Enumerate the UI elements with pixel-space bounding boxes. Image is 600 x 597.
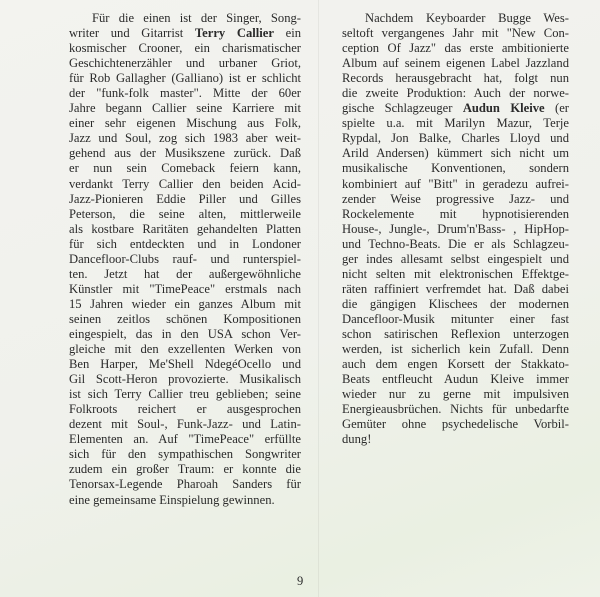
text-line: auch dem engen Korsett der Stakkato- bbox=[342, 357, 569, 372]
text-line: für sich entdeckten und in Londoner bbox=[69, 236, 301, 251]
text-line: gehend aus der Musikszene zurück. Daß bbox=[69, 146, 301, 161]
text-line: musikalische Konventionen, sondern bbox=[342, 161, 569, 176]
text-line: Für die einen ist der Singer, Song- bbox=[92, 11, 301, 25]
text-line bbox=[342, 101, 569, 116]
bold-name: Terry Callier bbox=[194, 26, 274, 41]
text-line: Records herausgebracht hat, folgt nun bbox=[342, 71, 569, 86]
text-line: und Techno-Beats. Die er als Schlagzeu- bbox=[342, 236, 569, 251]
text-line: sich für den sympathischen Songwriter bbox=[69, 447, 301, 462]
text-line: Gil Scott-Heron provozierte. Musikalisch bbox=[69, 372, 301, 387]
text-line: ist sich Terry Callier treu geblieben; seine bbox=[69, 387, 301, 402]
text-line: kosmischer Crooner, ein charismatischer bbox=[69, 41, 301, 56]
text-line: Geschichtenerzähler und urbaner Griot, bbox=[69, 56, 301, 71]
text-line: räten raffiniert verfremdet hat. Daß dabei bbox=[342, 281, 569, 296]
text-line: House-, Jungle-, Drum'n'Bass- , HipHop- bbox=[342, 221, 569, 236]
text-segment: ein bbox=[273, 26, 301, 41]
text-line: Rockelemente mit hypnotisierenden bbox=[342, 206, 569, 221]
text-line: Jazz und Soul, zog sich 1983 aber weit- bbox=[69, 131, 301, 146]
text-line: Rypdal, Jon Balke, Charles Lloyd und bbox=[342, 131, 569, 146]
left-column-text bbox=[69, 11, 301, 508]
right-column-text bbox=[342, 11, 569, 447]
text-line: Beats entfleucht Audun Kleive immer bbox=[342, 372, 569, 387]
text-line: 15 Jahren wieder ein ganzes Album mit bbox=[69, 296, 301, 311]
text-line: Dancefloor-Musik mitunter einer fast bbox=[342, 311, 569, 326]
text-segment: (er bbox=[544, 101, 569, 116]
text-line bbox=[69, 26, 301, 41]
text-line: eingespielt, das in den USA schon Ver- bbox=[69, 326, 301, 341]
page-number: 9 bbox=[297, 574, 304, 588]
text-segment: gische Schlagzeuger bbox=[342, 101, 463, 116]
text-line: ten. Jetzt hat der außergewöhnliche bbox=[69, 266, 301, 281]
text-line: ger indes allesamt selbst eingespielt und bbox=[342, 251, 569, 266]
text-line: eine gemeinsame Einspielung gewinnen. bbox=[69, 492, 275, 507]
bold-name: Audun Kleive bbox=[462, 101, 545, 116]
text-line: spielte u.a. mit Marilyn Mazur, Terje bbox=[342, 116, 569, 131]
text-line: dung! bbox=[342, 432, 372, 447]
text-line: Jahre begann Callier seine Karriere mit bbox=[69, 101, 301, 116]
text-line: Elementen an. Auf "TimePeace" erfüllte bbox=[69, 432, 301, 447]
text-line: der "funk-folk master". Mitte der 60er bbox=[69, 86, 301, 101]
text-line: Jazz-Pionieren Eddie Piller und Gilles bbox=[69, 191, 301, 206]
text-line: Folkroots reichert er ausgesprochen bbox=[69, 402, 301, 417]
text-line: die gängigen Klischees der modernen bbox=[342, 296, 569, 311]
text-line: nicht selten mit elektronischen Effektge- bbox=[342, 266, 569, 281]
text-line: gleiche mit den exzellenten Werken von bbox=[69, 342, 301, 357]
text-line: Dancefloor-Clubs rauf- und runterspiel- bbox=[69, 251, 301, 266]
text-line: werden, ist sicherlich kein Zufall. Denn bbox=[342, 342, 569, 357]
text-line: zudem ein großer Traum: er konnte die bbox=[69, 462, 301, 477]
text-line: er nun sein Comeback feiern kann, bbox=[69, 161, 301, 176]
text-line: Energieausbrüchen. Nichts für unbedarfte bbox=[342, 402, 569, 417]
text-line: ception Of Jazz" das erste ambitionierte bbox=[342, 41, 569, 56]
page-fold bbox=[318, 0, 319, 597]
text-line: als kostbare Raritäten gehandelten Platten bbox=[69, 221, 301, 236]
text-line: Arild Andersen) kümmert sich nicht um bbox=[342, 146, 569, 161]
text-line: Nachdem Keyboarder Bugge Wes- bbox=[365, 11, 569, 25]
text-line: für Rob Gallagher (Galliano) ist er schlicht bbox=[69, 71, 301, 86]
text-line: verdankt Terry Callier den beiden Acid- bbox=[69, 176, 301, 191]
text-line: Künstler mit "TimePeace" erstmals nach bbox=[69, 281, 301, 296]
text-line: Gemüter ohne psychedelische Vorbil- bbox=[342, 417, 569, 432]
text-line: die zweite Produktion: Auch der norwe- bbox=[342, 86, 569, 101]
text-line: schon satirischen Reflexion unterzogen bbox=[342, 326, 569, 341]
text-line: Peterson, die seine alten, mittlerweile bbox=[69, 206, 301, 221]
text-segment: writer und Gitarrist bbox=[69, 26, 195, 41]
text-line: zender Weise progressive Jazz- und bbox=[342, 191, 569, 206]
text-line: seltoft vergangenes Jahr mit "New Con- bbox=[342, 26, 569, 41]
text-line: kombiniert auf "Bitt" in geradezu aufrei- bbox=[342, 176, 569, 191]
text-line: seinen zeitlos schönen Kompositionen bbox=[69, 311, 301, 326]
text-line: Ben Harper, Me'Shell NdegéOcello und bbox=[69, 357, 301, 372]
text-line: Tenorsax-Legende Pharoah Sanders für bbox=[69, 477, 301, 492]
text-line: einer sehr eigenen Mischung aus Folk, bbox=[69, 116, 301, 131]
text-line: dezent mit Soul-, Funk-Jazz- und Latin- bbox=[69, 417, 301, 432]
text-line: Album auf seinem eigenen Label Jazzland bbox=[342, 56, 569, 71]
text-line: wieder nur zu gerne mit impulsiven bbox=[342, 387, 569, 402]
